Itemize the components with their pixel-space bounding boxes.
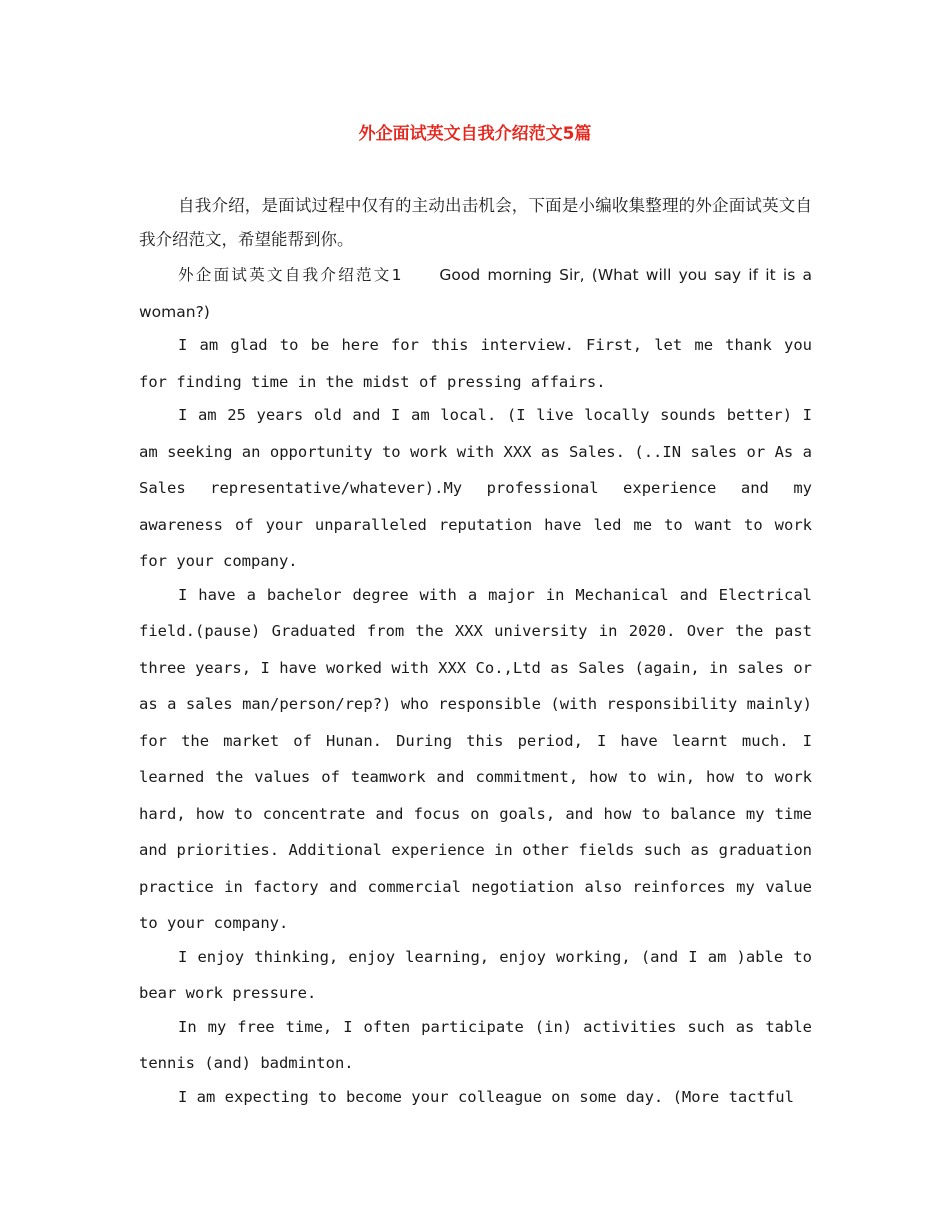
- paragraph-free-time: In my free time, I often participate (in) activities such as table tennis (and) badminton.: [139, 1017, 812, 1072]
- paragraph-intro: 自我介绍，是面试过程中仅有的主动出击机会，下面是小编收集整理的外企面试英文自我介绍范文，希望能帮到你。: [139, 196, 812, 249]
- paragraph-glad: I am glad to be here for this interview. First, let me thank you for finding time in the midst of pressing affairs.: [139, 336, 812, 391]
- document-title: 外企面试英文自我介绍范文5篇: [358, 124, 592, 144]
- paragraph-enjoy: I enjoy thinking, enjoy learning, enjoy working, (and I am )able to bear work pressure.: [139, 947, 812, 1002]
- paragraph-education-experience: I have a bachelor degree with a major in Mechanical and Electrical field.(pause) Graduated from the XXX university in 2020. Over the past three years, I have worked with XXX Co.,Ltd as Sales (again, in sales or as a sales man/person/rep?) who responsible (with responsibility mainly) for the market of Hunan. During this period, I have learnt much. I learned the values of teamwork and commitment, how to win, how to work hard, how to concentrate and focus on goals, and how to balance my time and priorities. Additional experience in other fields such as graduation practice in factory and commercial negotiation also reinforces my value to your company.: [139, 585, 812, 932]
- paragraph-expecting: I am expecting to become your colleague on some day. (More tactful: [178, 1087, 794, 1106]
- document-body: [139, 189, 812, 1112]
- paragraph-age-local: I am 25 years old and I am local. (I live locally sounds better) I am seeking an opportunity to work with XXX as Sales. (..IN sales or As a Sales representative/whatever).My professional experience and my awareness of your unparalleled reputation have led me to want to work for your company.: [139, 406, 812, 570]
- paragraph-sample-1-heading: 外企面试英文自我介绍范文1 Good morning Sir, (What will you say if it is a woman?): [139, 266, 812, 321]
